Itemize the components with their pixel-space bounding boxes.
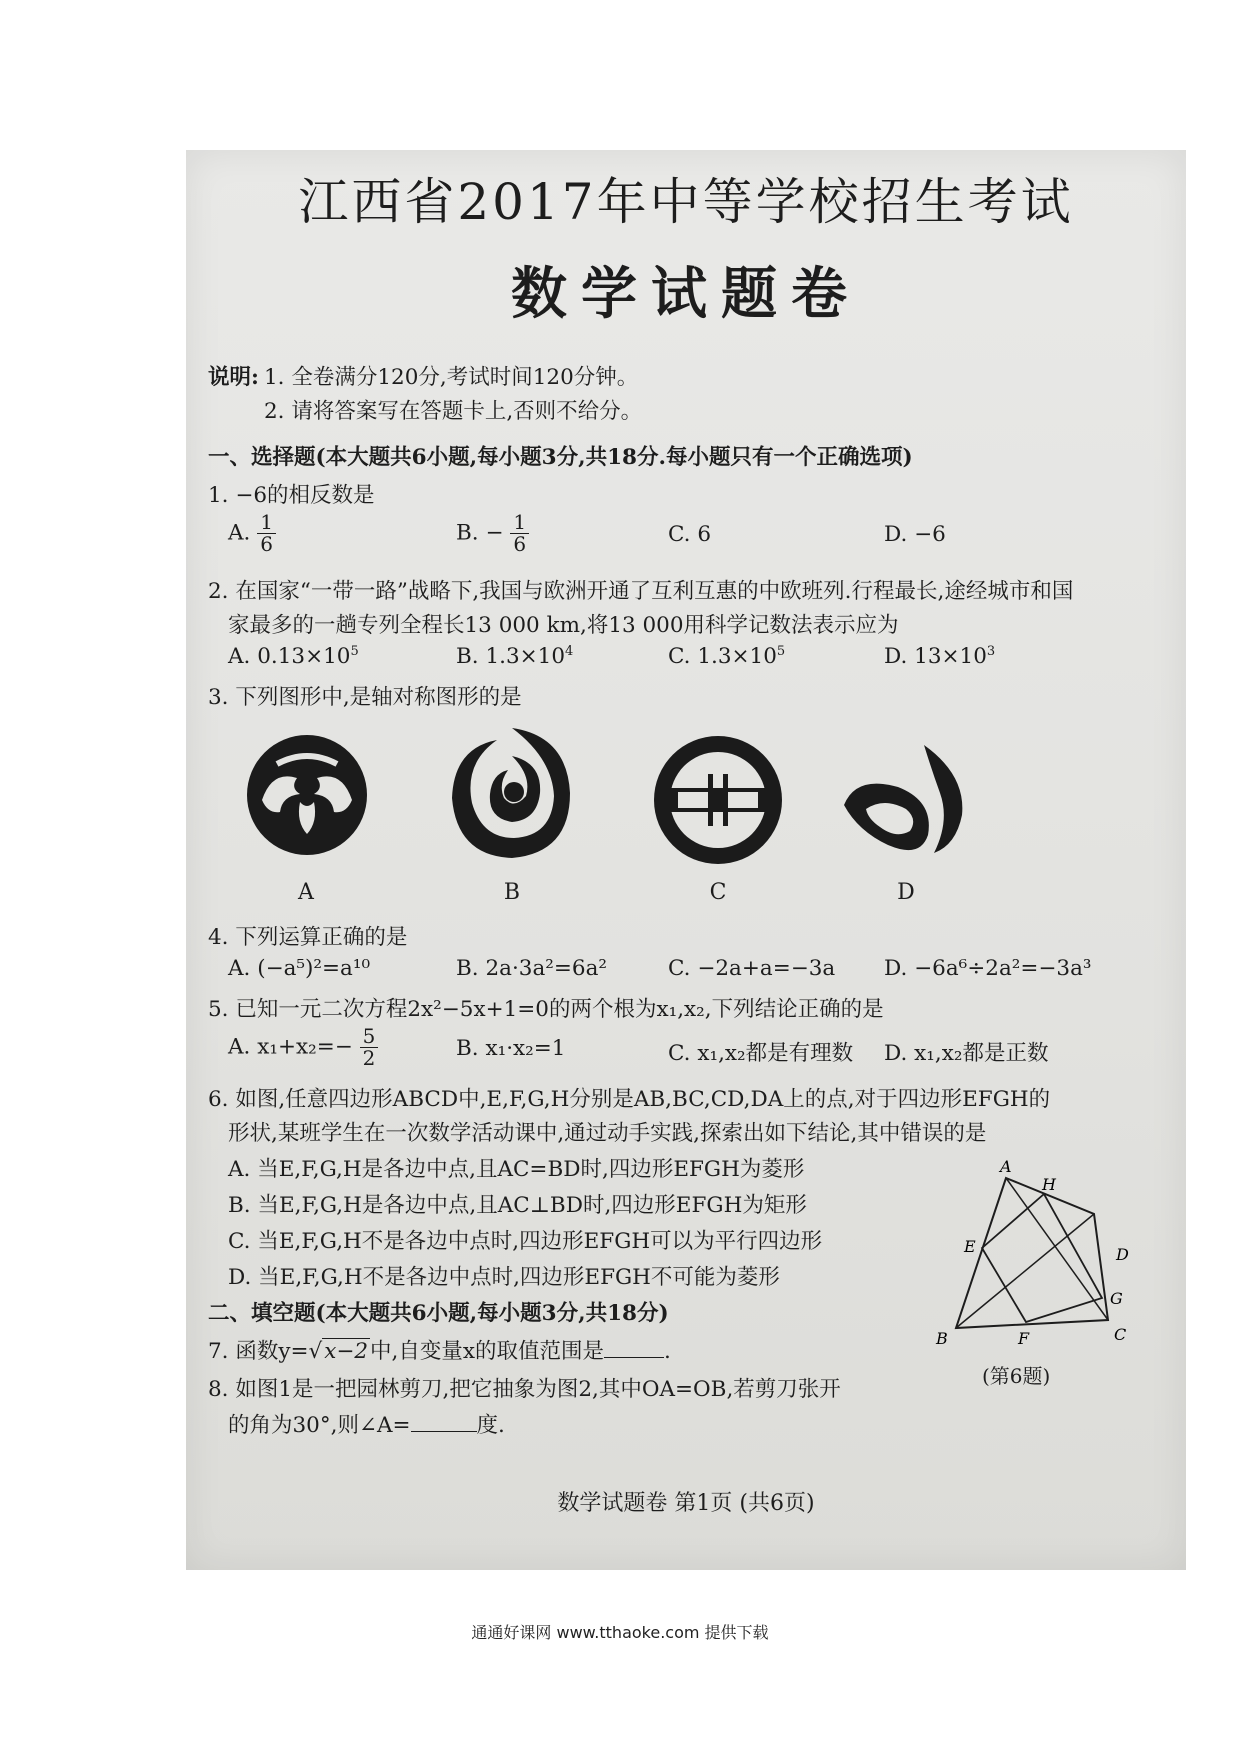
q4-option-c: C. −2a+a=−3a [668, 956, 836, 981]
q2-c-exponent: 5 [776, 644, 786, 659]
q6-figure-caption: (第6题) [982, 1364, 1051, 1388]
q5-a-fraction [360, 1026, 379, 1069]
q2-line-2: 家最多的一趟专列全程长13 000 km,将13 000用科学记数法表示应为 [228, 613, 899, 638]
exam-title: 江西省2017年中等学校招生考试 [298, 173, 1074, 231]
q6-point-e: E [964, 1237, 976, 1256]
q6-line-1: 6. 如图,任意四边形ABCD中,E,F,G,H分别是AB,BC,CD,DA上的点,对于四边形EFGH的 [208, 1087, 1051, 1112]
q7-prefix: 7. 函数y= [208, 1339, 309, 1364]
q1-a-label: A. [228, 520, 251, 546]
q5-a-text: A. x₁+x₂=− [228, 1034, 353, 1060]
q4-option-a: A. (−a⁵)²=a¹⁰ [228, 956, 371, 981]
q6-option-c: C. 当E,F,G,H不是各边中点时,四边形EFGH可以为平行四边形 [228, 1229, 823, 1254]
q6-point-f: F [1018, 1329, 1030, 1348]
sqrt-icon: √ [308, 1339, 323, 1364]
q4-stem: 4. 下列运算正确的是 [208, 925, 408, 950]
ribbon-logo-icon [836, 735, 976, 865]
page-number-footer: 数学试题卷 第1页 (共6页) [557, 1491, 815, 1516]
q8-prefix: 的角为30°,则∠A= [228, 1413, 411, 1438]
q5-option-b: B. x₁·x₂=1 [456, 1036, 566, 1061]
q6-point-g: G [1110, 1289, 1123, 1308]
q7-suffix: 中,自变量x的取值范围是 [370, 1339, 605, 1364]
q2-line-1: 2. 在国家“一带一路”战略下,我国与欧洲开通了互利互惠的中欧班列.行程最长,途经城市和国 [208, 579, 1074, 604]
q7-line [208, 1334, 671, 1365]
q6-line-2: 形状,某班学生在一次数学活动课中,通过动手实践,探索出如下结论,其中错误的是 [228, 1121, 987, 1146]
q2-b-exponent: 4 [565, 644, 574, 659]
q2-d-exponent: 3 [986, 644, 996, 659]
q4-option-d: D. −6a⁶÷2a²=−3a³ [884, 956, 1092, 981]
q1-b-denominator: 6 [513, 532, 527, 556]
q6-option-d: D. 当E,F,G,H不是各边中点时,四边形EFGH不可能为菱形 [228, 1265, 780, 1290]
q3-label-c: C [709, 880, 727, 905]
cloud-logo-icon [242, 730, 372, 860]
q2-b-text: B. 1.3×10 [456, 644, 566, 670]
q2-option-c [668, 644, 785, 669]
exam-paper [186, 150, 1186, 1570]
q8-line-2 [228, 1408, 505, 1439]
q7-answer-blank[interactable] [604, 1357, 664, 1358]
instructions-line-2: 2. 请将答案写在答题卡上,否则不给分。 [264, 399, 643, 424]
q1-option-c: C. 6 [668, 522, 712, 547]
q3-label-d: D [897, 880, 915, 905]
exam-subtitle: 数学试题卷 [511, 261, 861, 327]
q3-stem: 3. 下列图形中,是轴对称图形的是 [208, 685, 522, 710]
q2-option-d [884, 644, 995, 669]
q2-option-a [228, 644, 359, 669]
q2-a-text: A. 0.13×10 [228, 644, 351, 670]
q3-label-a: A [298, 880, 314, 905]
q5-a-numerator: 5 [360, 1026, 379, 1048]
q1-option-d: D. −6 [884, 522, 946, 547]
q6-point-h: H [1042, 1175, 1056, 1194]
q6-option-b: B. 当E,F,G,H是各边中点,且AC⊥BD时,四边形EFGH为矩形 [228, 1193, 807, 1218]
q5-stem: 5. 已知一元二次方程2x²−5x+1=0的两个根为x₁,x₂,下列结论正确的是 [208, 997, 884, 1022]
q2-c-text: C. 1.3×10 [668, 644, 777, 670]
q6-quadrilateral-figure [926, 1160, 1146, 1350]
q1-b-label: B. − [456, 520, 504, 546]
q1-option-b [456, 512, 529, 555]
instructions-line-1: 1. 全卷满分120分,考试时间120分钟。 [264, 365, 639, 390]
q6-option-a: A. 当E,F,G,H是各边中点,且AC=BD时,四边形EFGH为菱形 [228, 1157, 805, 1182]
q8-line-1: 8. 如图1是一把园林剪刀,把它抽象为图2,其中OA=OB,若剪刀张开 [208, 1377, 841, 1402]
q6-point-c: C [1114, 1325, 1127, 1344]
q1-stem: 1. −6的相反数是 [208, 483, 375, 508]
q1-option-a [228, 512, 276, 555]
download-site-footer: 通通好课网 www.tthaoke.com 提供下载 [471, 1623, 769, 1642]
q8-answer-blank[interactable] [411, 1431, 477, 1432]
q7-end: . [664, 1339, 671, 1364]
q2-d-text: D. 13×10 [884, 644, 987, 670]
q1-a-fraction [257, 512, 276, 555]
q1-b-fraction [510, 512, 529, 555]
q3-label-b: B [503, 880, 521, 905]
q2-option-b [456, 644, 573, 669]
q5-a-denominator: 2 [362, 1046, 376, 1070]
q1-a-denominator: 6 [260, 532, 273, 556]
q6-point-d: D [1116, 1245, 1129, 1264]
q6-point-a: A [1000, 1160, 1012, 1176]
q5-option-d: D. x₁,x₂都是正数 [884, 1041, 1049, 1066]
q5-option-a [228, 1026, 378, 1069]
q5-option-c: C. x₁,x₂都是有理数 [668, 1041, 854, 1066]
q4-option-b: B. 2a·3a²=6a² [456, 956, 608, 981]
q2-a-exponent: 5 [350, 644, 359, 659]
circle-bar-logo-icon [648, 730, 788, 870]
section-1-heading: 一、选择题(本大题共6小题,每小题3分,共18分.每小题只有一个正确选项) [208, 445, 913, 470]
swirl-logo-icon [442, 718, 582, 868]
q1-b-numerator: 1 [510, 512, 529, 534]
q8-suffix: 度. [476, 1413, 505, 1438]
q7-radicand: x−2 [324, 1339, 369, 1364]
q1-a-numerator: 1 [257, 512, 276, 534]
instructions-label: 说明: [208, 365, 259, 390]
q6-point-b: B [936, 1329, 948, 1348]
section-2-heading: 二、填空题(本大题共6小题,每小题3分,共18分) [208, 1301, 669, 1326]
